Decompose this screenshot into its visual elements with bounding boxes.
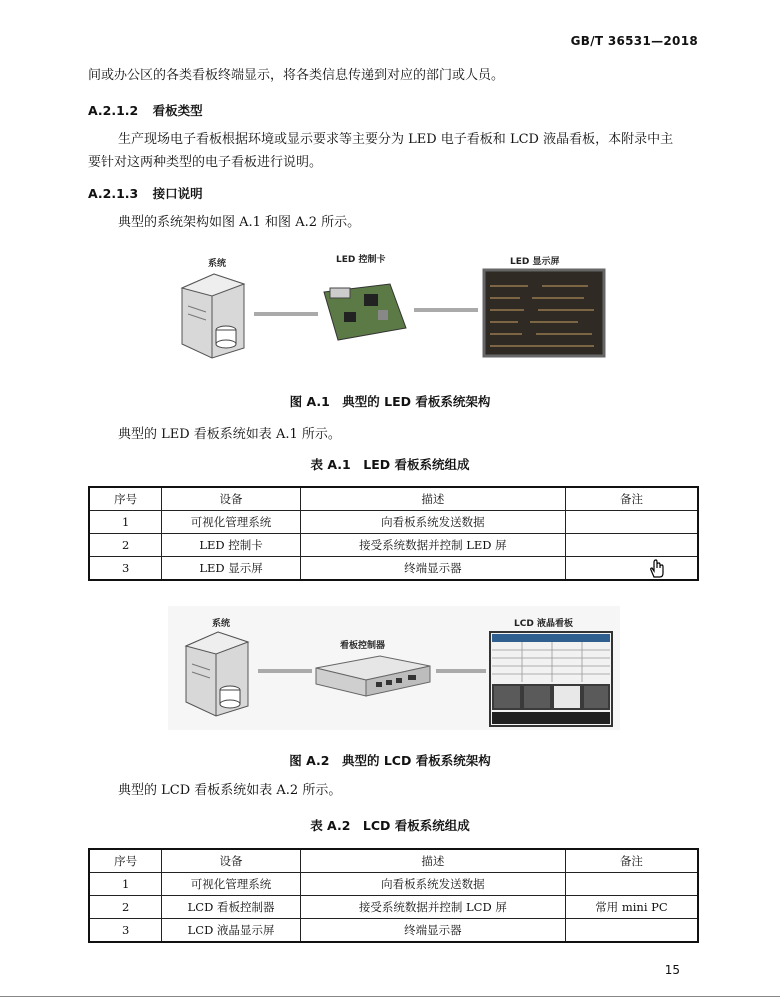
table-cell: 1	[89, 873, 162, 896]
table-cell: 常用 mini PC	[565, 896, 698, 919]
table-cell: 接受系统数据并控制 LCD 屏	[300, 896, 565, 919]
server-icon	[186, 632, 248, 716]
header-cell-device: 设备	[162, 487, 301, 511]
lcd-screen-icon	[490, 632, 612, 726]
table-a2-caption: 表 A.2 LCD 看板系统组成	[310, 818, 470, 833]
figure-label-led-screen: LED 显示屏	[510, 257, 560, 267]
table-cell: LED 显示屏	[162, 557, 301, 581]
page-number: 15	[664, 963, 680, 977]
table-cell: 3	[89, 557, 162, 581]
header-cell-remark: 备注	[565, 487, 698, 511]
figure-label-system: 系统	[212, 619, 231, 629]
table-cell: 可视化管理系统	[162, 511, 301, 534]
table-cell: LED 控制卡	[162, 534, 301, 557]
header-cell-remark: 备注	[565, 849, 698, 873]
table-cell: 1	[89, 511, 162, 534]
table-a1-caption: 表 A.1 LED 看板系统组成	[310, 457, 470, 472]
table-row	[89, 919, 698, 943]
section-heading-a212	[88, 101, 203, 119]
table-cell: 2	[89, 896, 162, 919]
table-cell	[565, 873, 698, 896]
paragraph-led-table: 典型的 LED 看板系统如表 A.1 所示。	[118, 427, 341, 442]
table-row	[89, 557, 698, 581]
paragraph-types-line1: 生产现场电子看板根据环境或显示要求等主要分为 LED 电子看板和 LCD 液晶看板，本附录中主	[118, 132, 674, 147]
section-title: 看板类型	[152, 103, 203, 118]
table-a1	[88, 486, 699, 581]
table-cell: 2	[89, 534, 162, 557]
circuit-board-icon	[324, 284, 406, 340]
table-cell: 向看板系统发送数据	[300, 873, 565, 896]
table-cell: 向看板系统发送数据	[300, 511, 565, 534]
figure-a1	[168, 248, 612, 368]
table-cell: LCD 看板控制器	[162, 896, 301, 919]
table-cell: 终端显示器	[300, 919, 565, 943]
header-cell-description: 描述	[300, 487, 565, 511]
table-header-row	[89, 487, 698, 511]
connection-line	[254, 312, 318, 316]
controller-box-icon	[316, 656, 430, 696]
hand-cursor-icon	[648, 559, 666, 579]
figure-label-lcd-screen: LCD 液晶看板	[514, 619, 573, 629]
table-cell	[565, 511, 698, 534]
header-cell-device: 设备	[162, 849, 301, 873]
table-a2	[88, 848, 699, 943]
table-cell: 终端显示器	[300, 557, 565, 581]
table-cell-with-cursor[interactable]	[565, 557, 698, 581]
figure-label-led-card: LED 控制卡	[336, 255, 386, 265]
paragraph-intro: 典型的系统架构如图 A.1 和图 A.2 所示。	[118, 215, 361, 230]
paragraph-types-line2: 要针对这两种类型的电子看板进行说明。	[88, 155, 323, 170]
connection-line	[414, 308, 478, 312]
server-icon	[182, 274, 244, 358]
header-cell-index: 序号	[89, 849, 162, 873]
figure-a1-caption: 图 A.1 典型的 LED 看板系统架构	[289, 394, 491, 409]
figure-a1-drawing	[168, 248, 612, 368]
table-cell: 3	[89, 919, 162, 943]
table-header-row	[89, 849, 698, 873]
figure-label-system: 系统	[208, 259, 227, 269]
table-cell: 可视化管理系统	[162, 873, 301, 896]
figure-label-controller: 看板控制器	[340, 641, 386, 651]
figure-a2-caption: 图 A.2 典型的 LCD 看板系统架构	[289, 753, 491, 768]
section-heading-a213	[88, 184, 203, 202]
connection-line	[436, 669, 486, 673]
table-row	[89, 896, 698, 919]
table-row	[89, 511, 698, 534]
led-screen-icon	[484, 270, 604, 356]
header-cell-index: 序号	[89, 487, 162, 511]
table-cell: 接受系统数据并控制 LED 屏	[300, 534, 565, 557]
figure-a2	[168, 606, 620, 730]
page-bottom-divider	[0, 996, 780, 997]
table-cell	[565, 919, 698, 943]
section-number: A.2.1.2	[88, 103, 139, 118]
table-cell: LCD 液晶显示屏	[162, 919, 301, 943]
connection-line	[258, 669, 312, 673]
table-row	[89, 534, 698, 557]
table-cell	[565, 534, 698, 557]
section-title: 接口说明	[152, 186, 203, 201]
paragraph-lcd-table: 典型的 LCD 看板系统如表 A.2 所示。	[118, 783, 342, 798]
figure-a2-drawing	[168, 606, 620, 730]
header-cell-description: 描述	[300, 849, 565, 873]
standard-number: GB/T 36531—2018	[570, 34, 698, 48]
table-row	[89, 873, 698, 896]
paragraph-continued: 间或办公区的各类看板终端显示，将各类信息传递到对应的部门或人员。	[88, 68, 505, 83]
section-number: A.2.1.3	[88, 186, 139, 201]
